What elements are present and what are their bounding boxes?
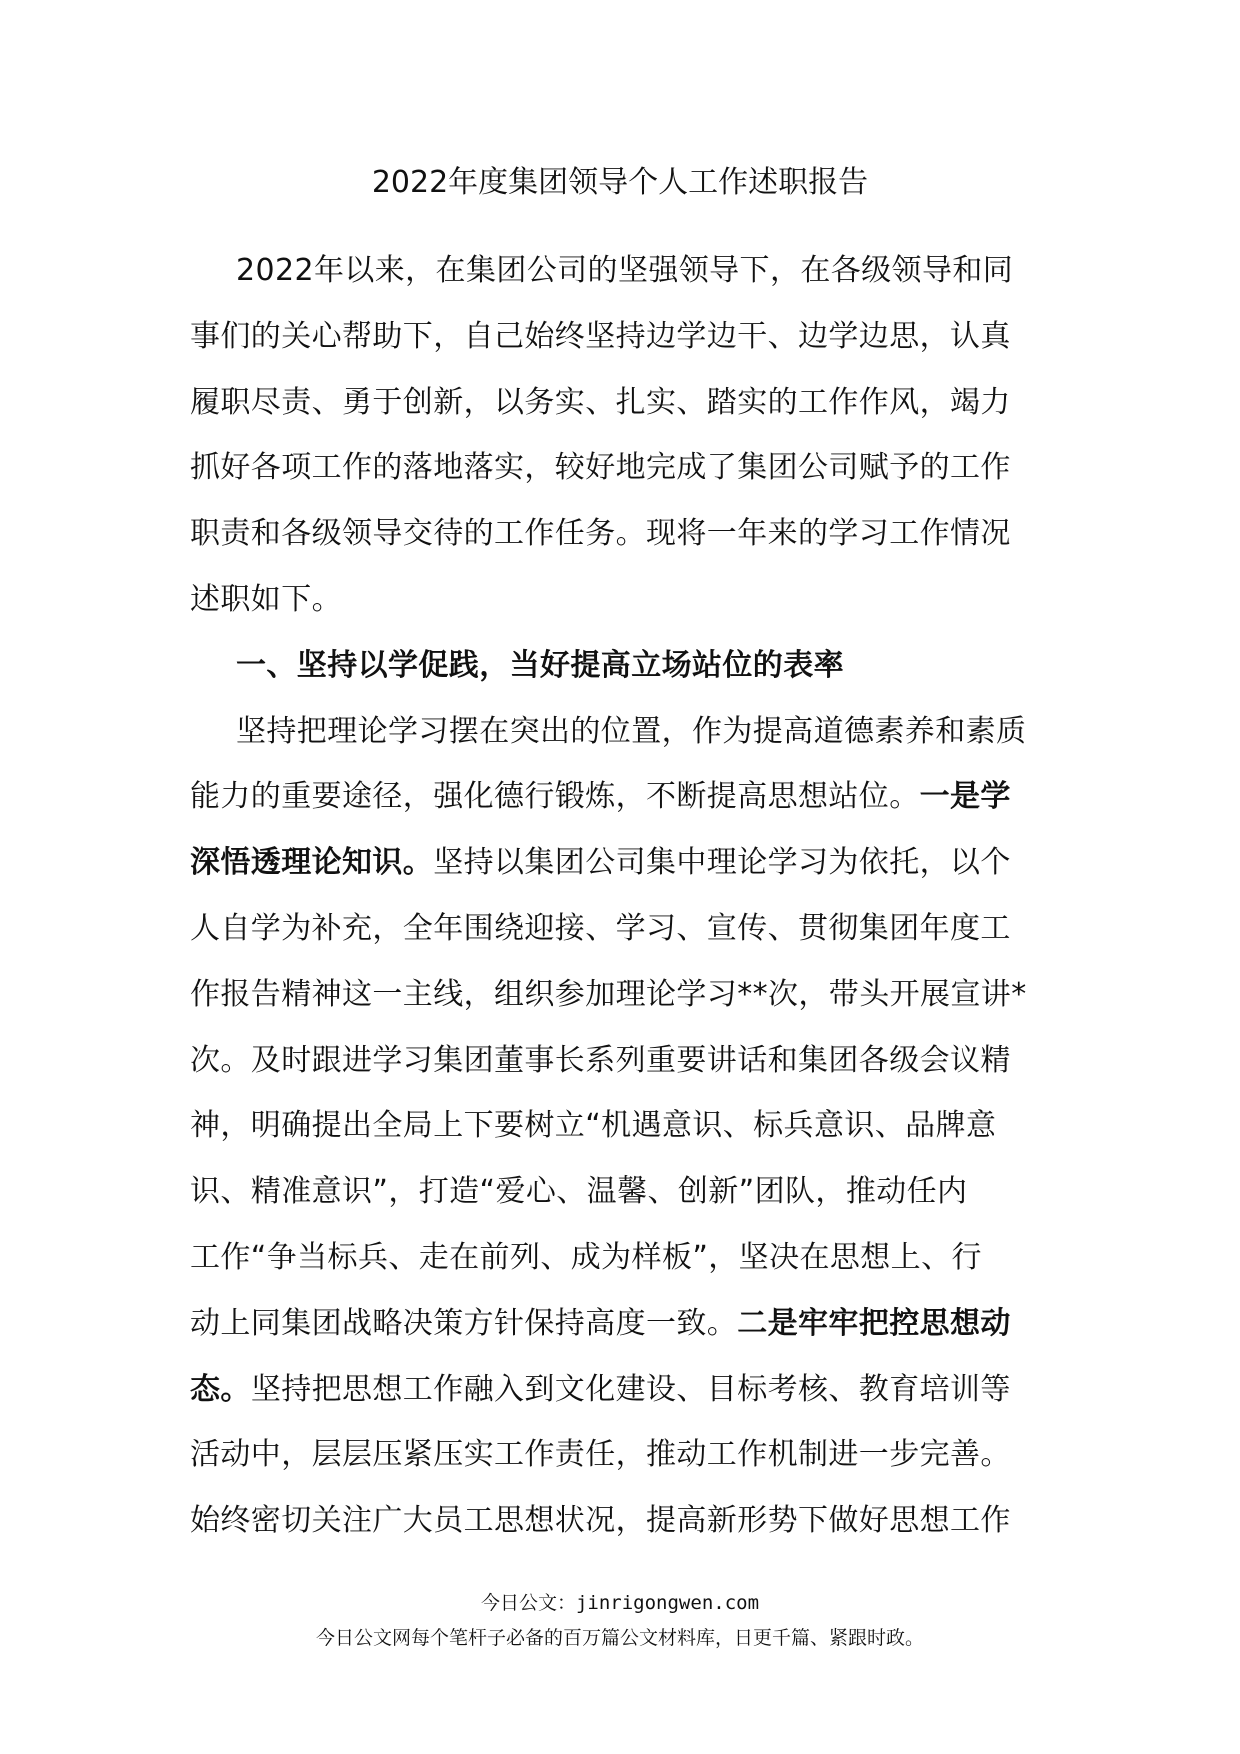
body-text: 坚持以集团公司集中理论学习为依托，以个 — [433, 845, 1011, 881]
body-text: 动上同集团战略决策方针保持高度一致。 — [190, 1305, 738, 1341]
section-heading — [190, 633, 1060, 699]
body-text: 工作“争当标兵、走在前列、成为样板”，坚决在思想上、行 — [190, 1239, 982, 1275]
body-line — [190, 896, 1060, 962]
body-line — [190, 699, 1060, 765]
body-text: 次。及时跟进学习集团董事长系列重要讲话和集团各级会议精 — [190, 1042, 1011, 1078]
body-line — [190, 567, 1060, 633]
document-body — [190, 238, 1060, 1554]
body-text: 2022年以来，在集团公司的坚强领导下，在各级领导和同 — [236, 253, 1014, 288]
body-text: 识、精准意识”，打造“爱心、温馨、创新”团队，推动任内 — [190, 1174, 968, 1210]
body-line — [190, 1291, 1060, 1357]
body-line — [190, 764, 1060, 830]
body-text: 能力的重要途径，强化德行锻炼，不断提高思想站位。 — [190, 779, 920, 815]
body-line — [190, 1357, 1060, 1423]
body-text: 始终密切关注广大员工思想状况，提高新形势下做好思想工作 — [190, 1503, 1011, 1539]
body-text: 活动中，层层压紧压实工作责任，推动工作机制进一步完善。 — [190, 1437, 1011, 1473]
body-text: 神，明确提出全局上下要树立“机遇意识、标兵意识、品牌意 — [190, 1108, 997, 1144]
footer-source — [0, 1589, 1240, 1617]
footer-source-label: 今日公文： — [480, 1592, 576, 1614]
body-text: 述职如下。 — [190, 581, 342, 617]
body-line — [190, 1093, 1060, 1159]
body-line — [190, 962, 1060, 1028]
body-line — [190, 435, 1060, 501]
bold-text: 一是学 — [919, 779, 1011, 815]
body-line — [190, 304, 1060, 370]
body-text: 坚持把思想工作融入到文化建设、目标考核、教育培训等 — [250, 1371, 1011, 1407]
section-heading-text: 一、坚持以学促践，当好提高立场站位的表率 — [236, 647, 844, 683]
document-title: 2022年度集团领导个人工作述职报告 — [371, 165, 869, 200]
body-text: 抓好各项工作的落地落实，较好地完成了集团公司赋予的工作 — [190, 450, 1011, 486]
body-text: 履职尽责、勇于创新，以务实、扎实、踏实的工作作风，竭力 — [190, 384, 1011, 420]
body-line — [190, 1159, 1060, 1225]
body-line — [190, 1225, 1060, 1291]
body-line — [190, 1422, 1060, 1488]
body-line — [190, 238, 1060, 304]
body-text: 事们的关心帮助下，自己始终坚持边学边干、边学边思，认真 — [190, 318, 1011, 354]
body-text: 作报告精神这一主线，组织参加理论学习**次，带头开展宣讲* — [190, 976, 1027, 1012]
footer-source-link[interactable]: jinrigongwen.com — [575, 1592, 760, 1614]
body-line — [190, 1028, 1060, 1094]
body-text: 坚持把理论学习摆在突出的位置，作为提高道德素养和素质 — [236, 713, 1027, 749]
bold-text: 二是牢牢把控思想动 — [737, 1305, 1011, 1341]
body-text: 职责和各级领导交待的工作任务。现将一年来的学习工作情况 — [190, 516, 1011, 552]
bold-text: 深悟透理论知识。 — [190, 845, 434, 881]
bold-text: 态。 — [190, 1371, 251, 1407]
body-line — [190, 830, 1060, 896]
footer-slogan: 今日公文网每个笔杆子必备的百万篇公文材料库，日更千篇、紧跟时政。 — [315, 1627, 924, 1649]
body-line — [190, 370, 1060, 436]
body-line — [190, 501, 1060, 567]
body-line — [190, 1488, 1060, 1554]
body-text: 人自学为补充，全年围绕迎接、学习、宣传、贯彻集团年度工 — [190, 910, 1011, 946]
